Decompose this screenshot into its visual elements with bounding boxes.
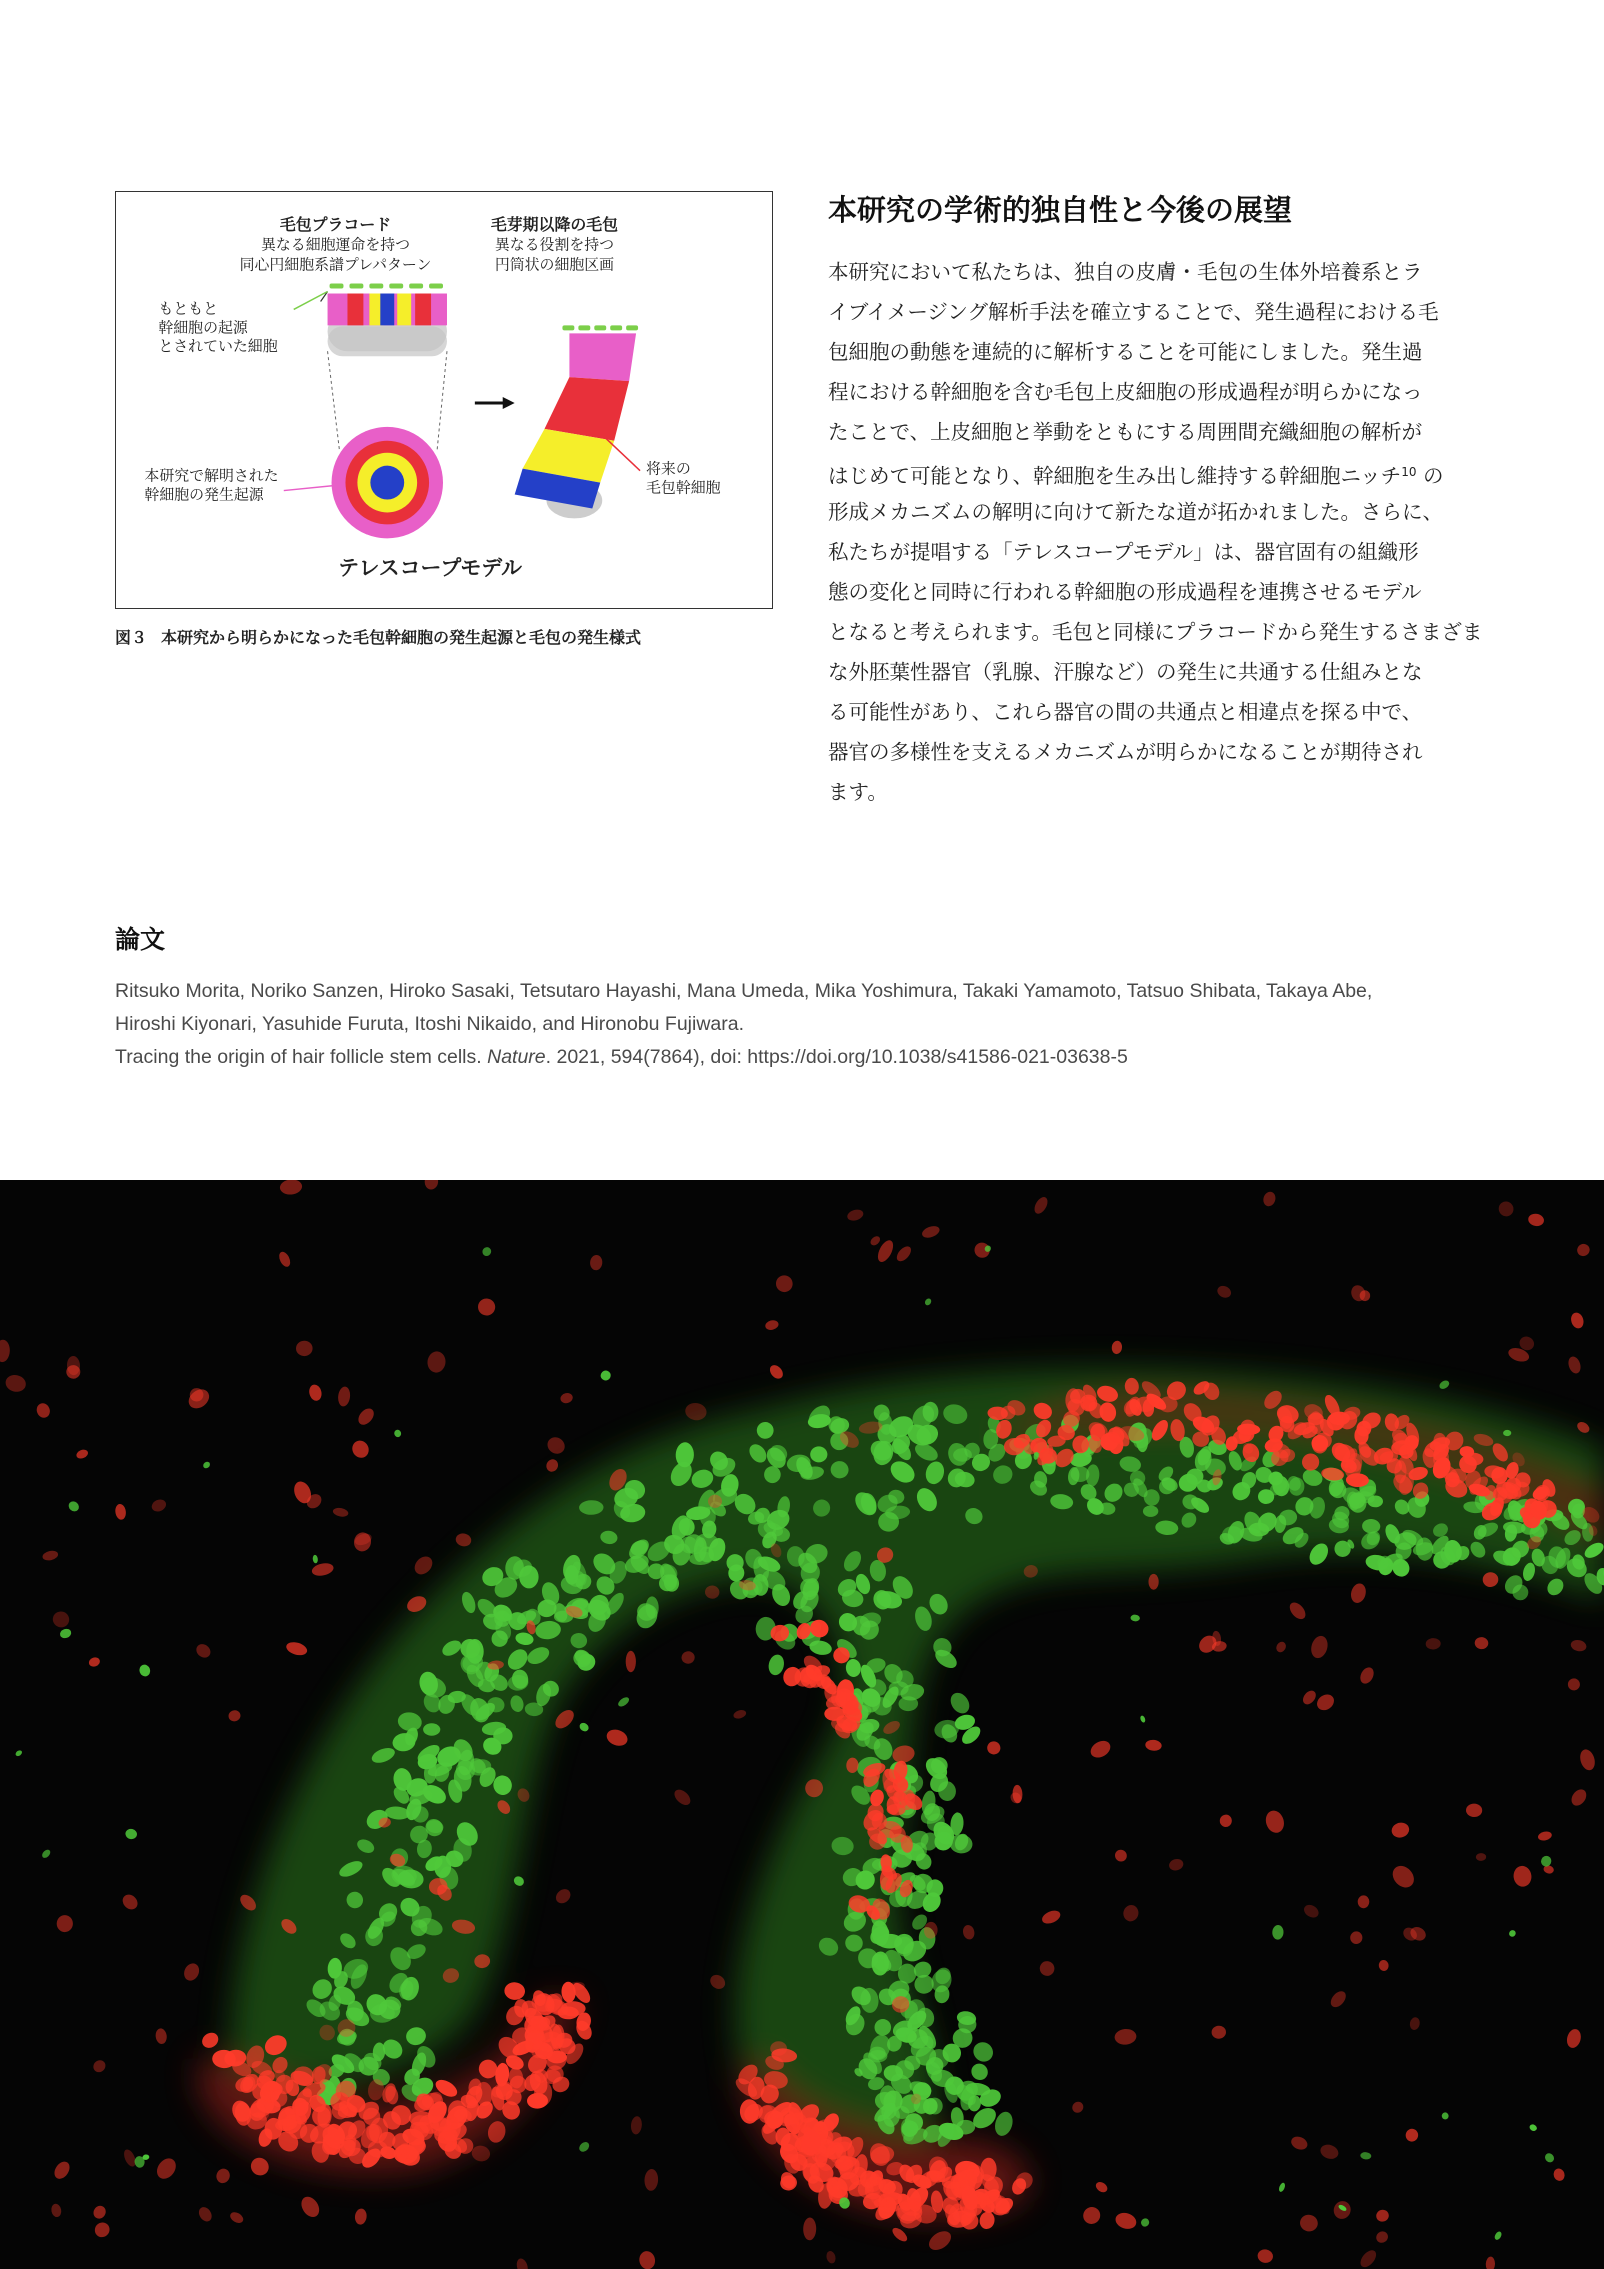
label-future-2: 毛包幹細胞 — [646, 478, 721, 497]
caption-text: 本研究から明らかになった毛包幹細胞の発生起源と毛包の発生様式 — [161, 628, 642, 647]
label-origin-1: もともと — [158, 299, 218, 318]
paper-title: Tracing the origin of hair follicle stem cells. — [115, 1046, 482, 1068]
journal-name: Nature — [487, 1046, 546, 1068]
label-discovered-2: 幹細胞の発生起源 — [144, 485, 264, 504]
left-title-1: 毛包プラコード — [279, 214, 392, 234]
body-line: 器官の多様性を支えるメカニズムが明らかになることが期待され — [828, 740, 1423, 764]
left-title-2: 異なる細胞運命を持つ — [260, 235, 411, 254]
telescope-model-diagram — [116, 192, 772, 608]
citation-details[interactable]: . 2021, 594(7864), doi: https://doi.org/10.1038/s41586-021-03638-5 — [545, 1046, 1128, 1068]
body-line-text: はじめて可能となり、幹細胞を生み出し維持する幹細胞ニッチ — [828, 464, 1402, 488]
label-origin-3: とされていた細胞 — [158, 337, 278, 356]
left-title-3: 同心円細胞系譜プレパターン — [239, 255, 432, 274]
body-line-tail: の — [1423, 464, 1444, 488]
reference-superscript[interactable]: 10 — [1401, 465, 1417, 479]
figure-caption — [115, 625, 795, 648]
fluorescence-micrograph — [0, 1180, 1604, 2269]
body-line: イブイメージング解析手法を確立することで、発生過程における毛 — [828, 300, 1439, 324]
figure-number: 図３ — [115, 628, 148, 647]
model-name: テレスコープモデル — [338, 556, 523, 581]
body-line: 私たちが提唱する「テレスコープモデル」は、器官固有の組織形 — [828, 540, 1419, 564]
body-line: る可能性があり、これら器官の間の共通点と相違点を探る中で、 — [828, 700, 1423, 724]
section-heading: 本研究の学術的独自性と今後の展望 — [828, 193, 1293, 227]
label-origin-2: 幹細胞の起源 — [158, 318, 248, 337]
body-line: 態の変化と同時に行われる幹細胞の形成過程を連携させるモデル — [828, 580, 1422, 604]
body-line: たことで、上皮細胞と挙動をともにする周囲間充織細胞の解析が — [828, 420, 1423, 444]
authors-line-1: Ritsuko Morita, Noriko Sanzen, Hiroko Sasaki, Tetsutaro Hayashi, Mana Umeda, Mika Yoshimura, Takaki Yamamoto, Tatsuo Shibata, Takaya Abe, — [115, 980, 1373, 1002]
figure-telescope-model — [115, 191, 773, 609]
right-title-2: 異なる役割を持つ — [494, 235, 615, 254]
body-line: ます。 — [828, 780, 888, 804]
micrograph-image — [0, 1180, 1604, 2269]
placode-block — [328, 284, 447, 357]
body-line: 包細胞の動態を連続的に解析することを可能にしました。発生過 — [828, 340, 1423, 364]
label-future-1: 将来の — [646, 459, 691, 478]
section-body — [828, 252, 1492, 812]
telescope-follicle — [515, 325, 638, 518]
right-title-3: 円筒状の細胞区画 — [494, 255, 615, 274]
body-line: 本研究において私たちは、独自の皮膚・毛包の生体外培養系とラ — [828, 260, 1423, 284]
body-line: 形成メカニズムの解明に向けて新たな道が拓かれました。さらに、 — [828, 500, 1443, 524]
concentric-circles — [332, 427, 443, 538]
label-discovered-1: 本研究で解明された — [144, 466, 279, 485]
citation-line — [115, 1041, 1515, 1074]
body-line: 程における幹細胞を含む毛包上皮細胞の形成過程が明らかになっ — [828, 380, 1423, 404]
body-line: な外胚葉性器官（乳腺、汗腺など）の発生に共通する仕組みとな — [828, 660, 1423, 684]
body-line: となると考えられます。毛包と同様にプラコードから発生するさまざま — [828, 620, 1483, 644]
body-line-with-ref — [828, 452, 1492, 492]
arrow-right-icon — [475, 397, 515, 409]
right-title-1: 毛芽期以降の毛包 — [490, 214, 619, 234]
paper-heading: 論文 — [115, 925, 166, 954]
paper-reference — [115, 975, 1515, 1074]
authors-line-2: Hiroshi Kiyonari, Yasuhide Furuta, Itoshi Nikaido, and Hironobu Fujiwara. — [115, 1013, 745, 1035]
